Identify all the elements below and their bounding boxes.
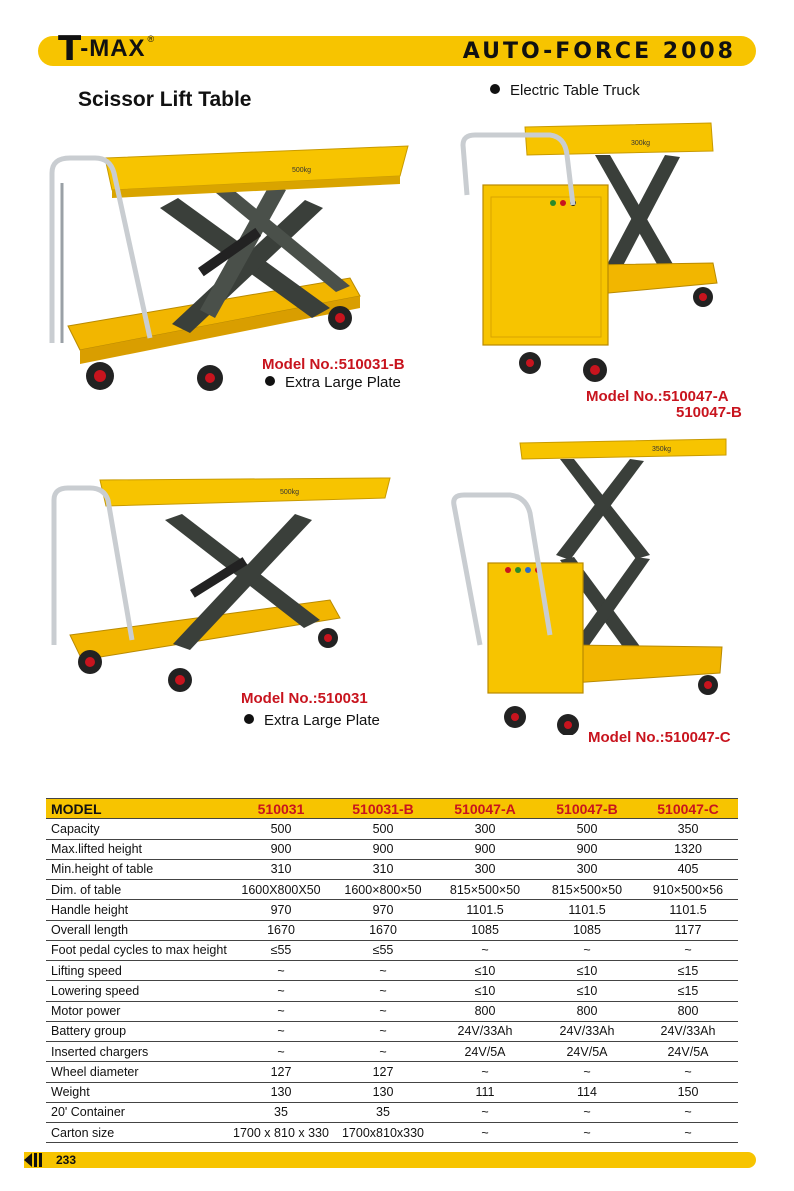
capacity-plate-label: 300kg — [631, 140, 651, 147]
bullet-icon — [490, 84, 500, 94]
table-cell: ~ — [332, 1001, 434, 1021]
model-caption-510047c: Model No.:510047-C — [588, 729, 731, 746]
table-cell: 500 — [230, 819, 332, 839]
page-title: Scissor Lift Table — [78, 88, 252, 111]
table-cell: 24V/33Ah — [536, 1021, 638, 1041]
footer-band — [24, 1152, 756, 1168]
table-cell: 1700 x 810 x 330 — [230, 1123, 332, 1143]
table-cell: 500 — [332, 819, 434, 839]
table-cell: ≤15 — [638, 961, 738, 981]
header-column: 510047-C — [638, 799, 738, 819]
table-cell: 24V/33Ah — [434, 1021, 536, 1041]
row-label: Max.lifted height — [46, 839, 230, 859]
row-label: 20' Container — [46, 1102, 230, 1122]
table-cell: ~ — [434, 1123, 536, 1143]
table-cell: 1600X800X50 — [230, 880, 332, 900]
table-row — [46, 981, 738, 1001]
table-cell: 1101.5 — [536, 900, 638, 920]
row-label: Foot pedal cycles to max height — [46, 940, 230, 960]
capacity-plate-label: 500kg — [292, 167, 312, 174]
table-cell: 815×500×50 — [434, 880, 536, 900]
table-cell: ~ — [638, 1102, 738, 1122]
table-row — [46, 880, 738, 900]
model-caption-510047b: 510047-B — [676, 404, 742, 421]
table-row — [46, 1042, 738, 1062]
table-row — [46, 1021, 738, 1041]
row-label: Inserted chargers — [46, 1042, 230, 1062]
table-cell: 24V/5A — [434, 1042, 536, 1062]
electric-table-truck-510047c-photo — [450, 435, 730, 735]
table-cell: ~ — [332, 1021, 434, 1041]
electric-table-truck-510047a-photo — [455, 115, 720, 390]
extra-large-plate-note-2: Extra Large Plate — [244, 712, 380, 729]
row-label: Wheel diameter — [46, 1062, 230, 1082]
table-cell: 405 — [638, 859, 738, 879]
row-label: Min.height of table — [46, 859, 230, 879]
table-cell: 1177 — [638, 920, 738, 940]
model-caption-510047a: Model No.:510047-A — [586, 388, 729, 405]
table-row — [46, 1001, 738, 1021]
table-cell: ~ — [536, 1102, 638, 1122]
spec-table-body — [46, 819, 738, 1143]
table-cell: 900 — [434, 839, 536, 859]
table-cell: ~ — [230, 981, 332, 1001]
table-cell: 910×500×56 — [638, 880, 738, 900]
table-cell: ≤10 — [536, 981, 638, 1001]
header-slogan: AUTO-FORCE 2008 — [462, 39, 736, 64]
table-cell: 35 — [332, 1102, 434, 1122]
header-column: 510031-B — [332, 799, 434, 819]
table-cell: 500 — [536, 819, 638, 839]
table-cell: 24V/33Ah — [638, 1021, 738, 1041]
table-cell: ~ — [638, 1123, 738, 1143]
logo-registered-mark: ® — [147, 34, 155, 44]
page-number: 233 — [56, 1153, 77, 1167]
table-row — [46, 819, 738, 839]
table-row — [46, 1082, 738, 1102]
row-label: Lowering speed — [46, 981, 230, 1001]
table-cell: 300 — [434, 819, 536, 839]
table-cell: 310 — [332, 859, 434, 879]
table-cell: 150 — [638, 1082, 738, 1102]
header-row — [46, 799, 738, 819]
table-row — [46, 961, 738, 981]
table-cell: ~ — [332, 961, 434, 981]
table-cell: ~ — [230, 1021, 332, 1041]
table-cell: 127 — [332, 1062, 434, 1082]
scissor-lift-510031-photo — [40, 470, 395, 700]
table-cell: 1320 — [638, 839, 738, 859]
model-caption-510031: Model No.:510031 — [241, 690, 368, 707]
table-cell: 800 — [638, 1001, 738, 1021]
table-cell: ~ — [230, 1042, 332, 1062]
table-cell: ~ — [230, 961, 332, 981]
spec-table-header — [46, 799, 738, 819]
bullet-icon — [244, 714, 254, 724]
table-cell: 1700x810x330 — [332, 1123, 434, 1143]
row-label: Lifting speed — [46, 961, 230, 981]
table-row — [46, 1102, 738, 1122]
table-cell: 127 — [230, 1062, 332, 1082]
table-cell: 24V/5A — [536, 1042, 638, 1062]
header-column: 510047-B — [536, 799, 638, 819]
tmax-logo — [58, 28, 154, 70]
table-row — [46, 900, 738, 920]
table-cell: ~ — [536, 1062, 638, 1082]
table-cell: ≤55 — [230, 940, 332, 960]
table-cell: 111 — [434, 1082, 536, 1102]
table-cell: 1085 — [536, 920, 638, 940]
row-label: Carton size — [46, 1123, 230, 1143]
table-cell: 815×500×50 — [536, 880, 638, 900]
capacity-plate-label: 350kg — [652, 446, 672, 453]
header-column: 510047-A — [434, 799, 536, 819]
table-cell: ≤10 — [434, 981, 536, 1001]
table-cell: 300 — [434, 859, 536, 879]
logo-text: -MAX — [80, 35, 146, 62]
table-cell: ~ — [332, 1042, 434, 1062]
table-cell: 800 — [434, 1001, 536, 1021]
table-cell: 35 — [230, 1102, 332, 1122]
table-cell: 900 — [536, 839, 638, 859]
table-row — [46, 940, 738, 960]
table-cell: 350 — [638, 819, 738, 839]
extra-large-plate-note: Extra Large Plate — [265, 374, 401, 391]
table-cell: ~ — [638, 1062, 738, 1082]
table-cell: ~ — [434, 1062, 536, 1082]
table-cell: ~ — [638, 940, 738, 960]
page-marker-icon — [24, 1152, 54, 1168]
row-label: Motor power — [46, 1001, 230, 1021]
table-cell: 970 — [332, 900, 434, 920]
model-caption-510031b: Model No.:510031-B — [262, 356, 405, 373]
table-row — [46, 1123, 738, 1143]
table-cell: 970 — [230, 900, 332, 920]
table-cell: 900 — [230, 839, 332, 859]
spec-table — [46, 798, 738, 1143]
table-cell: 130 — [332, 1082, 434, 1102]
table-cell: ≤55 — [332, 940, 434, 960]
header-column: 510031 — [230, 799, 332, 819]
electric-truck-note: Electric Table Truck — [490, 82, 640, 99]
table-cell: ~ — [536, 1123, 638, 1143]
table-cell: 310 — [230, 859, 332, 879]
table-row — [46, 839, 738, 859]
table-row — [46, 920, 738, 940]
table-cell: 24V/5A — [638, 1042, 738, 1062]
row-label: Capacity — [46, 819, 230, 839]
table-cell: ~ — [332, 981, 434, 1001]
logo-mark: T — [58, 29, 80, 69]
header-model-label: MODEL — [46, 799, 230, 819]
row-label: Weight — [46, 1082, 230, 1102]
table-cell: ~ — [434, 940, 536, 960]
table-cell: 300 — [536, 859, 638, 879]
table-row — [46, 859, 738, 879]
table-cell: ≤15 — [638, 981, 738, 1001]
table-cell: 1101.5 — [434, 900, 536, 920]
table-cell: 800 — [536, 1001, 638, 1021]
table-cell: ≤10 — [536, 961, 638, 981]
table-cell: ≤10 — [434, 961, 536, 981]
table-cell: 130 — [230, 1082, 332, 1102]
capacity-plate-label: 500kg — [280, 489, 300, 496]
table-cell: 1670 — [230, 920, 332, 940]
table-cell: ~ — [230, 1001, 332, 1021]
row-label: Handle height — [46, 900, 230, 920]
table-cell: 1670 — [332, 920, 434, 940]
row-label: Battery group — [46, 1021, 230, 1041]
table-cell: 1101.5 — [638, 900, 738, 920]
table-cell: 900 — [332, 839, 434, 859]
row-label: Dim. of table — [46, 880, 230, 900]
table-cell: ~ — [434, 1102, 536, 1122]
table-cell: ~ — [536, 940, 638, 960]
bullet-icon — [265, 376, 275, 386]
row-label: Overall length — [46, 920, 230, 940]
table-cell: 114 — [536, 1082, 638, 1102]
table-cell: 1085 — [434, 920, 536, 940]
table-cell: 1600×800×50 — [332, 880, 434, 900]
table-row — [46, 1062, 738, 1082]
